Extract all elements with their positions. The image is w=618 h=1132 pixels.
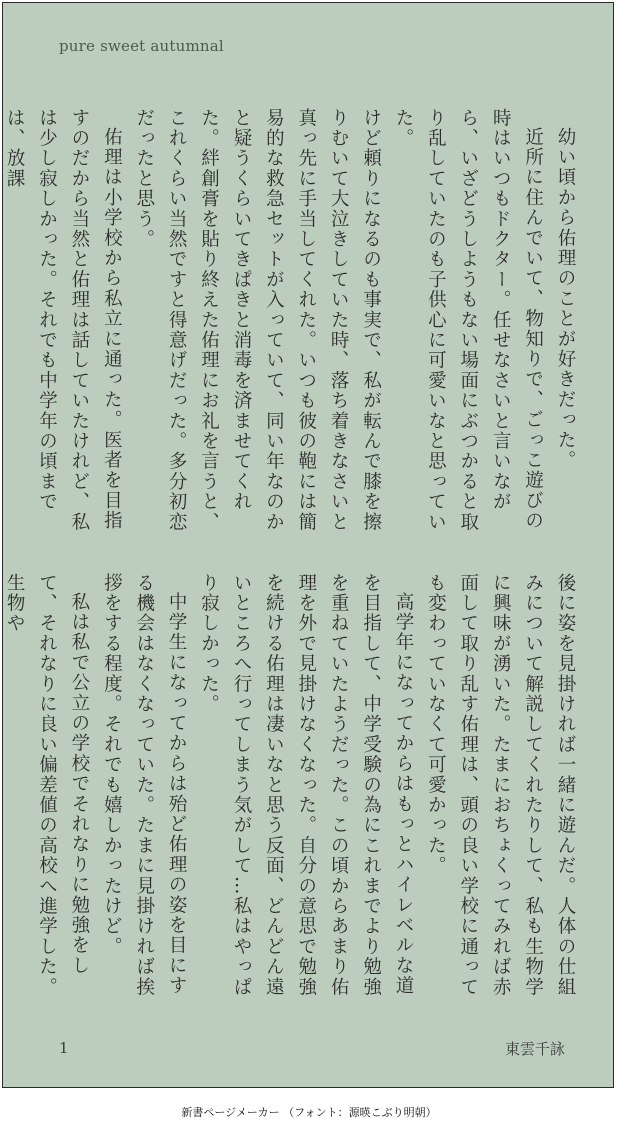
paragraph: 後に姿を見掛ければ一緒に遊んだ。人体の仕組みについて解説してくれたりして、私も生物学に興味が湧いた。たまにおちょくってみれば赤面して取り乱す佑理は、頭の良い学校に通っても変わっていなくて可愛かった。 [425, 573, 576, 998]
footer-caption: 新書ページメーカー （フォント：源暎こぶり明朝） [181, 1106, 437, 1119]
paragraph: 私は私で公立の学校でそれなりに勉強をして、それなりに良い偏差値の高校へ進学した。生物や [4, 573, 90, 998]
paragraph: 佑理は小学校から私立に通った。医者を目指すのだから当然と佑理は話していたけれど、私は少し寂しかった。それでも中学年の頃までは、放課 [4, 108, 123, 533]
paragraph: 近所に住んでいて、物知りで、ごっこ遊びの時はいつもドクター。任せなさいと言いながら、いざどうしようもない場面にぶつかると取り乱していたのも子供心に可愛いなと思っていた。 [392, 108, 544, 533]
paragraph: 高学年になってからはもっとハイレベルな道を目指して、中学受験の為にこれまでより勉強を重ねていたようだった。この頃からあまり佑理を外で見掛けなくなった。自分の意思で勉強を続ける佑理は凄いなと思う反面、どんどん遠いところへ行ってしまう気がして…私はやっぱり寂しかった。 [198, 573, 414, 998]
author-name: 東雲千詠 [504, 1040, 565, 1058]
text-block-top [4, 108, 581, 538]
paragraph: 幼い頃から佑理のことが好きだった。 [555, 126, 576, 470]
page-number: 1 [59, 1039, 69, 1057]
paragraph: 中学生になってからは殆ど佑理の姿を目にする機会はなくなっていた。たまに見掛ければ挨拶をする程度。それでも嬉しかったけど。 [101, 573, 188, 998]
paragraph: けど頼りになるのも事実で、私が転んで膝を擦りむいて大泣きしていた時、落ち着きなさいと真っ先に手当してくれた。いつも彼の鞄には簡易的な救急セットが入っていて、同い年なのかと疑うくらいてきぱきと消毒を済ませてくれた。絆創膏を貼り終えた佑理にお礼を言うと、これくらい当然ですと得意げだった。多分初恋だったと思う。 [133, 108, 382, 533]
novel-page [2, 2, 614, 1088]
text-block-bottom [4, 573, 581, 1003]
page-header: pure sweet autumnal [59, 37, 224, 55]
